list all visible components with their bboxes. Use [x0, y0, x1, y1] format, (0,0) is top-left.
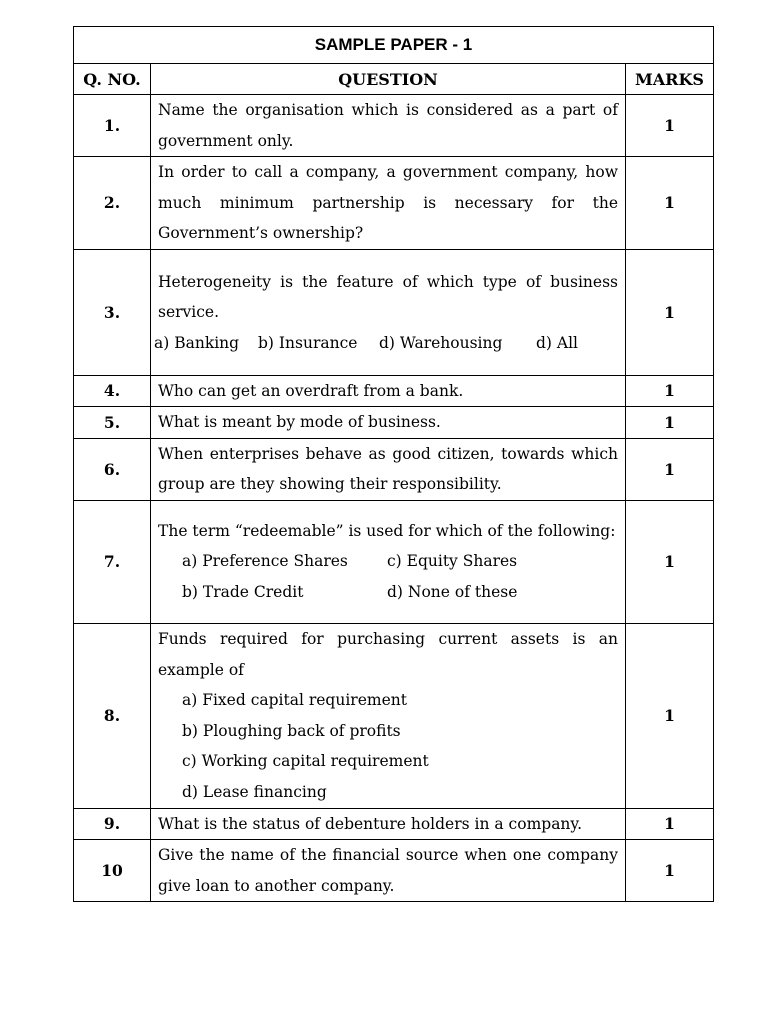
table-row	[74, 808, 714, 840]
question-number: 2.	[74, 157, 151, 250]
options-row	[154, 328, 618, 358]
table-row	[74, 375, 714, 407]
question-text: Heterogeneity is the feature of which type of business service.	[158, 272, 618, 321]
option-b: b) Insurance	[258, 333, 358, 352]
option-d: d) All	[536, 333, 579, 352]
question-marks: 1	[626, 249, 714, 375]
table-row	[74, 95, 714, 157]
question-marks: 1	[626, 438, 714, 500]
question-number: 5.	[74, 407, 151, 439]
question-marks: 1	[626, 95, 714, 157]
paper-title: SAMPLE PAPER - 1	[74, 27, 714, 64]
question-number: 10	[74, 840, 151, 902]
table-row	[74, 249, 714, 375]
question-text: Name the organisation which is considered as a part of government only.	[151, 95, 626, 157]
question-number: 4.	[74, 375, 151, 407]
question-marks: 1	[626, 808, 714, 840]
question-text: When enterprises behave as good citizen, towards which group are they showing their responsibility.	[151, 438, 626, 500]
question-marks: 1	[626, 500, 714, 623]
option-d: d) None of these	[387, 582, 518, 601]
table-row	[74, 500, 714, 623]
question-marks: 1	[626, 157, 714, 250]
question-text: In order to call a company, a government company, how much minimum partnership is necessary for the Government’s ownership?	[151, 157, 626, 250]
table-row	[74, 407, 714, 439]
option-a: a) Banking	[154, 333, 240, 352]
header-marks: MARKS	[626, 64, 714, 95]
question-marks: 1	[626, 375, 714, 407]
option-c: c) Working capital requirement	[182, 752, 429, 770]
table-row	[74, 157, 714, 250]
question-marks: 1	[626, 623, 714, 808]
option-b: b) Ploughing back of profits	[182, 721, 401, 740]
question-cell	[151, 623, 626, 808]
header-question: QUESTION	[151, 64, 626, 95]
question-marks: 1	[626, 407, 714, 439]
question-text: What is meant by mode of business.	[151, 407, 626, 439]
header-row	[74, 64, 714, 95]
question-number: 6.	[74, 438, 151, 500]
question-number: 1.	[74, 95, 151, 157]
question-cell	[151, 500, 626, 623]
header-qno: Q. NO.	[74, 64, 151, 95]
question-number: 8.	[74, 623, 151, 808]
option-d: d) Lease financing	[182, 782, 327, 801]
question-text: Who can get an overdraft from a bank.	[151, 375, 626, 407]
question-text: Give the name of the financial source when one company give loan to another company.	[151, 840, 626, 902]
sample-paper-table	[73, 26, 714, 902]
options-grid	[158, 546, 618, 607]
option-c: c) Equity Shares	[387, 552, 518, 571]
question-cell	[151, 249, 626, 375]
options-list	[158, 685, 618, 807]
question-text: Funds required for purchasing current assets is an example of	[158, 630, 618, 679]
table-row	[74, 840, 714, 902]
question-text: What is the status of debenture holders in a company.	[151, 808, 626, 840]
table-row	[74, 623, 714, 808]
option-c: d) Warehousing	[379, 333, 503, 352]
option-b: b) Trade Credit	[182, 582, 304, 601]
table-row	[74, 438, 714, 500]
question-text: The term “redeemable” is used for which of the following:	[158, 521, 616, 540]
question-number: 3.	[74, 249, 151, 375]
question-number: 9.	[74, 808, 151, 840]
question-marks: 1	[626, 840, 714, 902]
question-number: 7.	[74, 500, 151, 623]
option-a: a) Fixed capital requirement	[182, 691, 407, 709]
option-a: a) Preference Shares	[182, 552, 348, 571]
